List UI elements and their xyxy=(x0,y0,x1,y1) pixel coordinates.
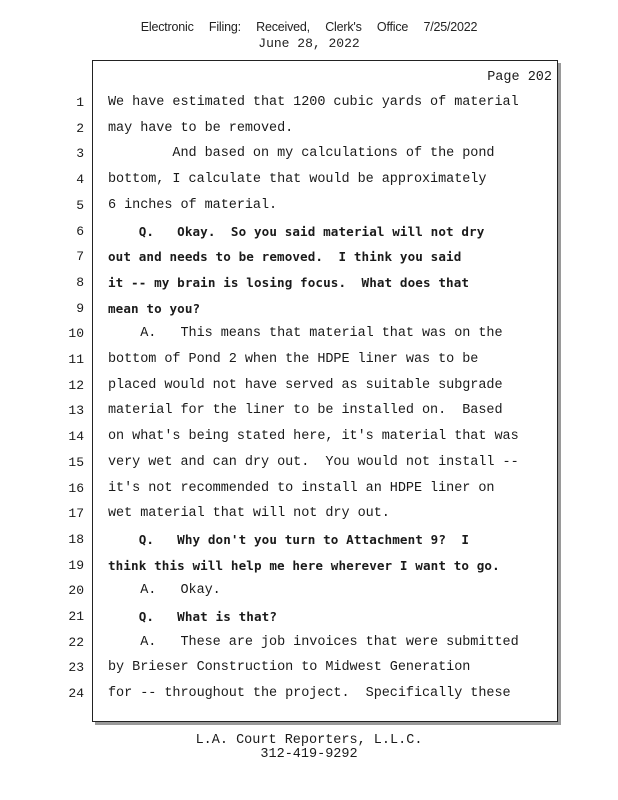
transcript-line: Q. Okay. So you said material will not dry xyxy=(108,223,485,239)
transcript-line: wet material that will not dry out. xyxy=(108,506,390,522)
line-number: 24 xyxy=(68,686,84,702)
line-number: 14 xyxy=(68,429,84,445)
line-number: 19 xyxy=(68,557,84,573)
line-number: 18 xyxy=(68,531,84,547)
line-number: 23 xyxy=(68,660,84,676)
stamp-part: Electronic xyxy=(140,20,194,34)
line-number: 8 xyxy=(76,274,84,290)
line-number: 10 xyxy=(68,326,84,342)
filing-stamp xyxy=(0,20,618,34)
line-number: 20 xyxy=(68,583,84,599)
line-number: 5 xyxy=(76,197,84,213)
transcript-line: on what's being stated here, it's material that was xyxy=(108,429,519,445)
footer-phone: 312-419-9292 xyxy=(260,747,358,762)
line-number: 7 xyxy=(76,249,84,265)
transcript-line: it -- my brain is losing focus. What does that xyxy=(108,274,470,290)
transcript-line: bottom, I calculate that would be approximately xyxy=(108,172,487,188)
transcript-line: bottom of Pond 2 when the HDPE liner was to be xyxy=(108,352,479,367)
transcript-line: may have to be removed. xyxy=(108,120,294,136)
transcript-date: June 28, 2022 xyxy=(258,36,360,51)
transcript-line: think this will help me here wherever I want to go. xyxy=(108,557,500,573)
line-number: 3 xyxy=(76,146,84,162)
line-number: 4 xyxy=(76,172,84,188)
line-number: 11 xyxy=(68,352,84,367)
line-number: 9 xyxy=(76,300,84,316)
transcript-line: We have estimated that 1200 cubic yards of material xyxy=(108,95,519,110)
transcript-line: A. Okay. xyxy=(108,583,221,599)
transcript-line: Q. What is that? xyxy=(108,609,278,624)
transcript-line: placed would not have served as suitable subgrade xyxy=(108,377,503,393)
transcript-line: by Brieser Construction to Midwest Generation xyxy=(108,660,471,676)
footer-company: L.A. Court Reporters, L.L.C. xyxy=(195,733,423,748)
stamp-part: 7/25/2022 xyxy=(423,20,478,34)
transcript-line: mean to you? xyxy=(108,300,201,316)
transcript-line: Q. Why don't you turn to Attachment 9? I xyxy=(108,531,470,547)
page-number: Page 202 xyxy=(487,70,552,85)
stamp-part: Office xyxy=(376,20,409,34)
line-number: 16 xyxy=(68,480,84,496)
line-number: 6 xyxy=(76,223,84,239)
transcript-line: A. These are job invoices that were submitted xyxy=(108,634,519,650)
transcript-line: And based on my calculations of the pond xyxy=(108,146,495,162)
stamp-part: Received, xyxy=(256,20,310,34)
line-number: 17 xyxy=(68,506,84,522)
line-number: 22 xyxy=(68,634,84,650)
transcript-line: A. This means that material that was on the xyxy=(108,326,503,342)
line-number: 2 xyxy=(76,120,84,136)
transcript-line: very wet and can dry out. You would not install -- xyxy=(108,454,519,470)
stamp-part: Filing: xyxy=(208,20,241,34)
line-number: 13 xyxy=(68,403,84,419)
transcript-line: material for the liner to be installed on. Based xyxy=(108,403,503,419)
transcript-line: for -- throughout the project. Specifically these xyxy=(108,686,511,702)
transcript-line: out and needs to be removed. I think you said xyxy=(108,249,462,265)
line-number: 15 xyxy=(68,454,84,470)
line-number: 1 xyxy=(76,95,84,110)
line-number: 12 xyxy=(68,377,84,393)
stamp-part: Clerk's xyxy=(325,20,362,34)
transcript-line: 6 inches of material. xyxy=(108,197,278,213)
transcript-line: it's not recommended to install an HDPE liner on xyxy=(108,480,495,496)
line-number: 21 xyxy=(68,609,84,624)
